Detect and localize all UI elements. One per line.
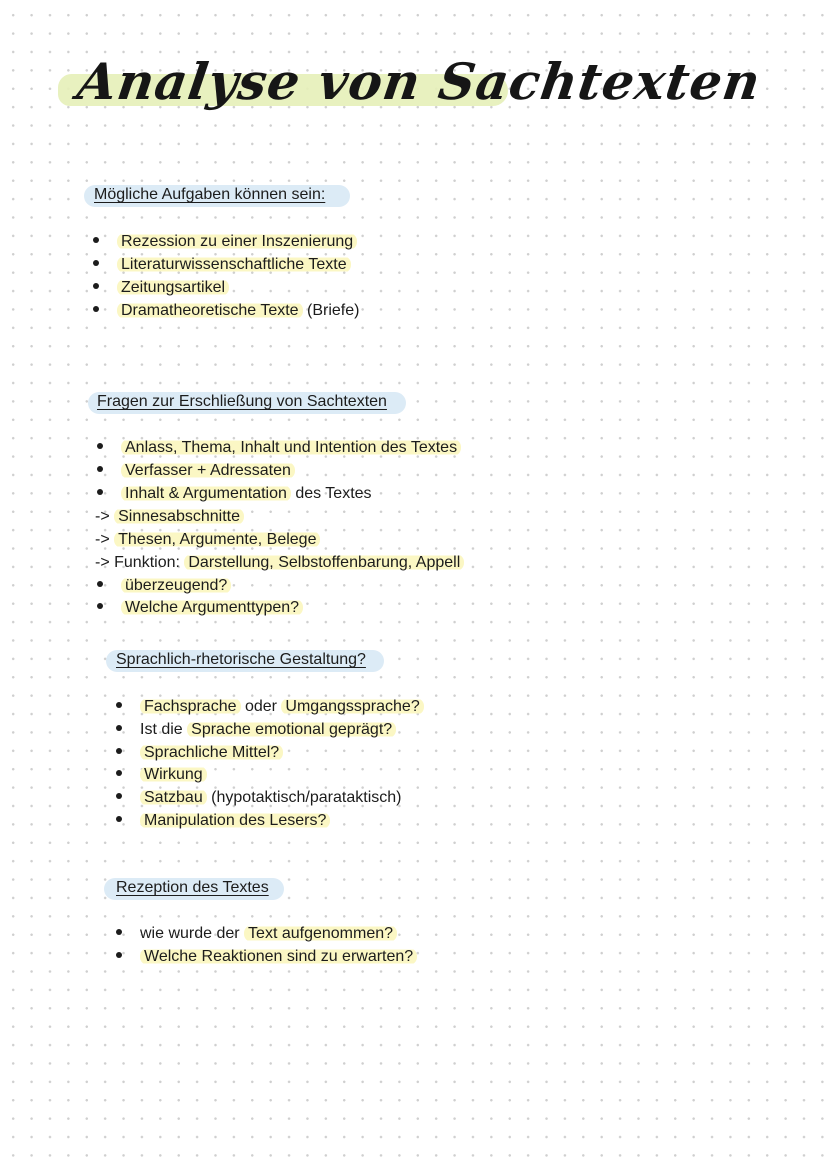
arrow-item: -> Funktion: Darstellung, Selbstoffenbarung, Appell xyxy=(95,552,464,574)
bullet-icon xyxy=(93,237,99,243)
section-heading-aufgaben: Mögliche Aufgaben können sein: xyxy=(94,186,326,203)
bullet-icon xyxy=(116,816,122,822)
list-item: Anlass, Thema, Inhalt und Intention des Textes xyxy=(97,437,461,459)
list-item: Inhalt & Argumentation des Textes xyxy=(97,483,372,505)
list-item: wie wurde der Text aufgenommen? xyxy=(116,923,397,945)
bullet-icon xyxy=(116,952,122,958)
list-item: Ist die Sprache emotional geprägt? xyxy=(116,719,396,741)
page-title: Analyse von Sachtexten xyxy=(73,52,765,111)
arrow-item: -> Thesen, Argumente, Belege xyxy=(95,529,320,551)
list-item: Literaturwissenschaftliche Texte xyxy=(93,254,351,276)
list-item: Wirkung xyxy=(116,764,207,786)
bullet-icon xyxy=(116,770,122,776)
list-item: Welche Argumenttypen? xyxy=(97,597,303,619)
bullet-icon xyxy=(93,260,99,266)
list-item: Manipulation des Lesers? xyxy=(116,810,330,832)
bullet-icon xyxy=(97,581,103,587)
list-item: Fachsprache oder Umgangssprache? xyxy=(116,696,424,718)
list-item: Verfasser + Adressaten xyxy=(97,460,295,482)
bullet-icon xyxy=(97,489,103,495)
list-item: Rezession zu einer Inszenierung xyxy=(93,231,357,253)
list-item: Welche Reaktionen sind zu erwarten? xyxy=(116,946,417,968)
section-heading-rezeption: Rezeption des Textes xyxy=(116,879,269,896)
arrow-item: -> Sinnesabschnitte xyxy=(95,506,244,528)
bullet-icon xyxy=(116,929,122,935)
bullet-icon xyxy=(93,306,99,312)
section-heading-fragen: Fragen zur Erschließung von Sachtexten xyxy=(97,393,387,410)
bullet-icon xyxy=(93,283,99,289)
section-heading-sprache: Sprachlich-rhetorische Gestaltung? xyxy=(116,651,366,668)
bullet-icon xyxy=(116,725,122,731)
list-item: Zeitungsartikel xyxy=(93,277,229,299)
list-item: überzeugend? xyxy=(97,575,231,597)
bullet-icon xyxy=(116,793,122,799)
list-item: Sprachliche Mittel? xyxy=(116,742,283,764)
bullet-icon xyxy=(97,603,103,609)
bullet-icon xyxy=(116,702,122,708)
title-block xyxy=(58,52,765,142)
bullet-icon xyxy=(97,466,103,472)
bullet-icon xyxy=(97,443,103,449)
list-item: Dramatheoretische Texte (Briefe) xyxy=(93,300,359,322)
bullet-icon xyxy=(116,748,122,754)
list-item: Satzbau (hypotaktisch/parataktisch) xyxy=(116,787,401,809)
